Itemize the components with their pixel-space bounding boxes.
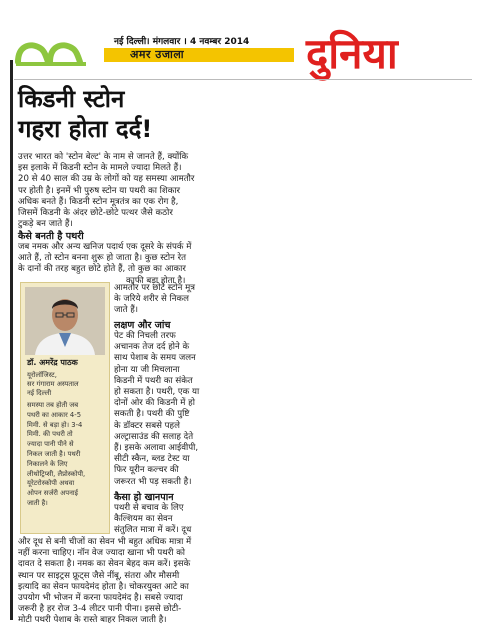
text-line: हो सकता है। पथरी, एक या bbox=[114, 387, 200, 398]
text-line: उपयोग भी भोजन में करना फायदेमंद है। सबसे ज्यादा bbox=[18, 593, 183, 604]
text-line: दोनों ओर की किडनी में हो bbox=[114, 398, 195, 409]
text-line: जरूरी है हर रोज 3-4 लीटर पानी पीना। इससे छोटी- bbox=[18, 604, 182, 615]
text-line: इस इलाके में किडनी स्टोन के मामले ज्यादा मिलते हैं। bbox=[18, 163, 182, 174]
doctor-title bbox=[27, 371, 79, 398]
text-line: ज्यादा पानी पीने से bbox=[27, 440, 74, 449]
masthead bbox=[14, 29, 472, 78]
headline bbox=[18, 84, 218, 144]
text-line: साथ पेशाब के समय जलन bbox=[114, 353, 196, 364]
doctor-sidebar bbox=[20, 282, 110, 534]
column2-paragraph bbox=[114, 283, 230, 317]
text-line: जाती है। bbox=[27, 498, 48, 507]
text-line: ओपन सर्जरी अपनाई bbox=[27, 489, 79, 498]
text-line: अल्ट्रासाउंड की सलाह देते bbox=[114, 431, 194, 442]
subhead-formation: कैसे बनती है पथरी bbox=[18, 231, 84, 242]
text-line: किडनी में पथरी का संकेत bbox=[114, 375, 193, 386]
text-line: जाते हैं। bbox=[114, 305, 139, 316]
text-line: दावत दे सकता है। नमक का सेवन बेहद कम करें। इसके bbox=[18, 559, 191, 570]
closing-paragraph bbox=[18, 537, 230, 627]
text-line: 20 से 40 साल की उम्र के लोगों को यह समस्या आमतौर bbox=[18, 174, 195, 185]
text-line: कैल्शियम का सेवन bbox=[114, 514, 173, 525]
formation-paragraph bbox=[18, 242, 228, 287]
brand-name: अमर उजाला bbox=[130, 48, 185, 61]
text-line: यूरेटरोस्कोपी अथवा bbox=[27, 479, 75, 488]
text-line: के दानों की तरह बहुत छोटे होते हैं, तो कुछ का आकार bbox=[18, 264, 186, 275]
dateline: नई दिल्ली। मंगलवार । 4 नवम्बर 2014 bbox=[114, 37, 250, 47]
text-line: आमतौर पर छोटे स्टोन मूत्र bbox=[114, 283, 196, 293]
text-line: हैं। इसके अलावा आईवीपी, bbox=[114, 443, 199, 454]
text-line: नई दिल्ली bbox=[27, 389, 52, 397]
doctor-photo bbox=[25, 287, 105, 355]
text-line: समस्या तब होती जब bbox=[27, 401, 79, 409]
text-line: सकती है। पथरी की पुष्टि bbox=[114, 409, 190, 420]
text-line: जिसमें किडनी के अंदर छोटे-छोटे पत्थर जैसे कठोर bbox=[18, 208, 173, 219]
intro-paragraph bbox=[18, 152, 228, 230]
text-line: उत्तर भारत को 'स्टोन बेल्ट' के नाम से जानते हैं, क्योंकि bbox=[18, 152, 189, 162]
headline-line-2: गहरा होता दर्द! bbox=[18, 115, 153, 143]
doctor-quote bbox=[27, 401, 107, 509]
subhead-diet: कैसा हो खानपान bbox=[114, 492, 174, 503]
text-line: निकल जाती है। पथरी bbox=[27, 449, 81, 458]
doctor-name: डॉ. अमरेंद्र पाठक bbox=[27, 358, 78, 367]
text-line: पर होती है। इनमें भी पुरुष स्टोन या पथरी का शिकार bbox=[18, 185, 181, 196]
text-line: आते हैं, तो स्टोन बनना शुरू हो जाता है। कुछ स्टोन रेत bbox=[18, 253, 187, 264]
masthead-rule bbox=[14, 79, 472, 80]
text-line: जरूरत भी पड़ सकती है। bbox=[114, 476, 192, 487]
text-line: मिमी. की पथरी तो bbox=[27, 430, 73, 439]
symptoms-paragraph bbox=[114, 331, 230, 488]
headline-line-1: किडनी स्टोन bbox=[18, 85, 125, 113]
text-line: लीथोट्रिप्सी, लैप्रोस्कोपी, bbox=[27, 469, 86, 478]
text-line: फिर यूरीन कल्चर की bbox=[114, 465, 179, 476]
text-line: सीटी स्कैन, ब्लड टेस्ट या bbox=[114, 454, 190, 465]
text-line: इत्यादि का सेवन फायदेमंद होता है। चोकरयुक्त आटे का bbox=[18, 581, 189, 592]
subhead-symptoms: लक्षण और जांच bbox=[114, 320, 171, 331]
text-line: निकालने के लिए bbox=[27, 459, 68, 468]
diet-paragraph bbox=[114, 503, 230, 537]
text-line: नहीं करना चाहिए। नॉन वेज ज्यादा खाना भी पथरी को bbox=[18, 548, 186, 559]
text-line: स्थान पर साइट्रस फ्रूट्स जैसे नींबू, संतरा और मौसमी bbox=[18, 570, 180, 581]
text-line: काफी बड़ा होता है। bbox=[126, 275, 186, 286]
text-line: टुकड़े बन जाते हैं। bbox=[18, 219, 73, 230]
text-line: अधिक बनते हैं। किडनी स्टोन मूत्रतंत्र का एक रोग है, bbox=[18, 196, 179, 207]
text-line: सर गंगाराम अस्पताल bbox=[27, 380, 79, 388]
amar-ujala-logo-icon bbox=[14, 38, 94, 68]
text-line: और दूध से बनी चीजों का सेवन भी बहुत अधिक मात्रा में bbox=[18, 537, 192, 547]
doctor-portrait-icon bbox=[25, 287, 105, 355]
text-line: मिमी. से बड़ा हो। 3-4 bbox=[27, 420, 83, 429]
text-line: होना या जी मिचलाना bbox=[114, 364, 180, 375]
text-line: पथरी का आकार 4-5 bbox=[27, 410, 82, 419]
text-line: के जरिये शरीर से निकल bbox=[114, 294, 189, 305]
text-line: अचानक तेज दर्द होने के bbox=[114, 342, 190, 353]
text-line: संतुलित मात्रा में करें। दूध bbox=[114, 525, 192, 536]
text-line: पथरी से बचाव के लिए bbox=[114, 503, 184, 513]
text-line: मोटी पथरी पेशाब के रास्ते बाहर निकल जाती है। bbox=[18, 615, 167, 626]
page-border bbox=[10, 60, 13, 620]
text-line: जब नमक और अन्य खनिज पदार्थ एक दूसरे के संपर्क में bbox=[18, 242, 192, 252]
text-line: के डॉक्टर सबसे पहले bbox=[114, 420, 180, 431]
text-line: यूरोलॉजिस्ट, bbox=[27, 371, 57, 379]
text-line: पेट की निचली तरफ bbox=[114, 331, 176, 341]
section-title: दुनिया bbox=[306, 29, 398, 78]
